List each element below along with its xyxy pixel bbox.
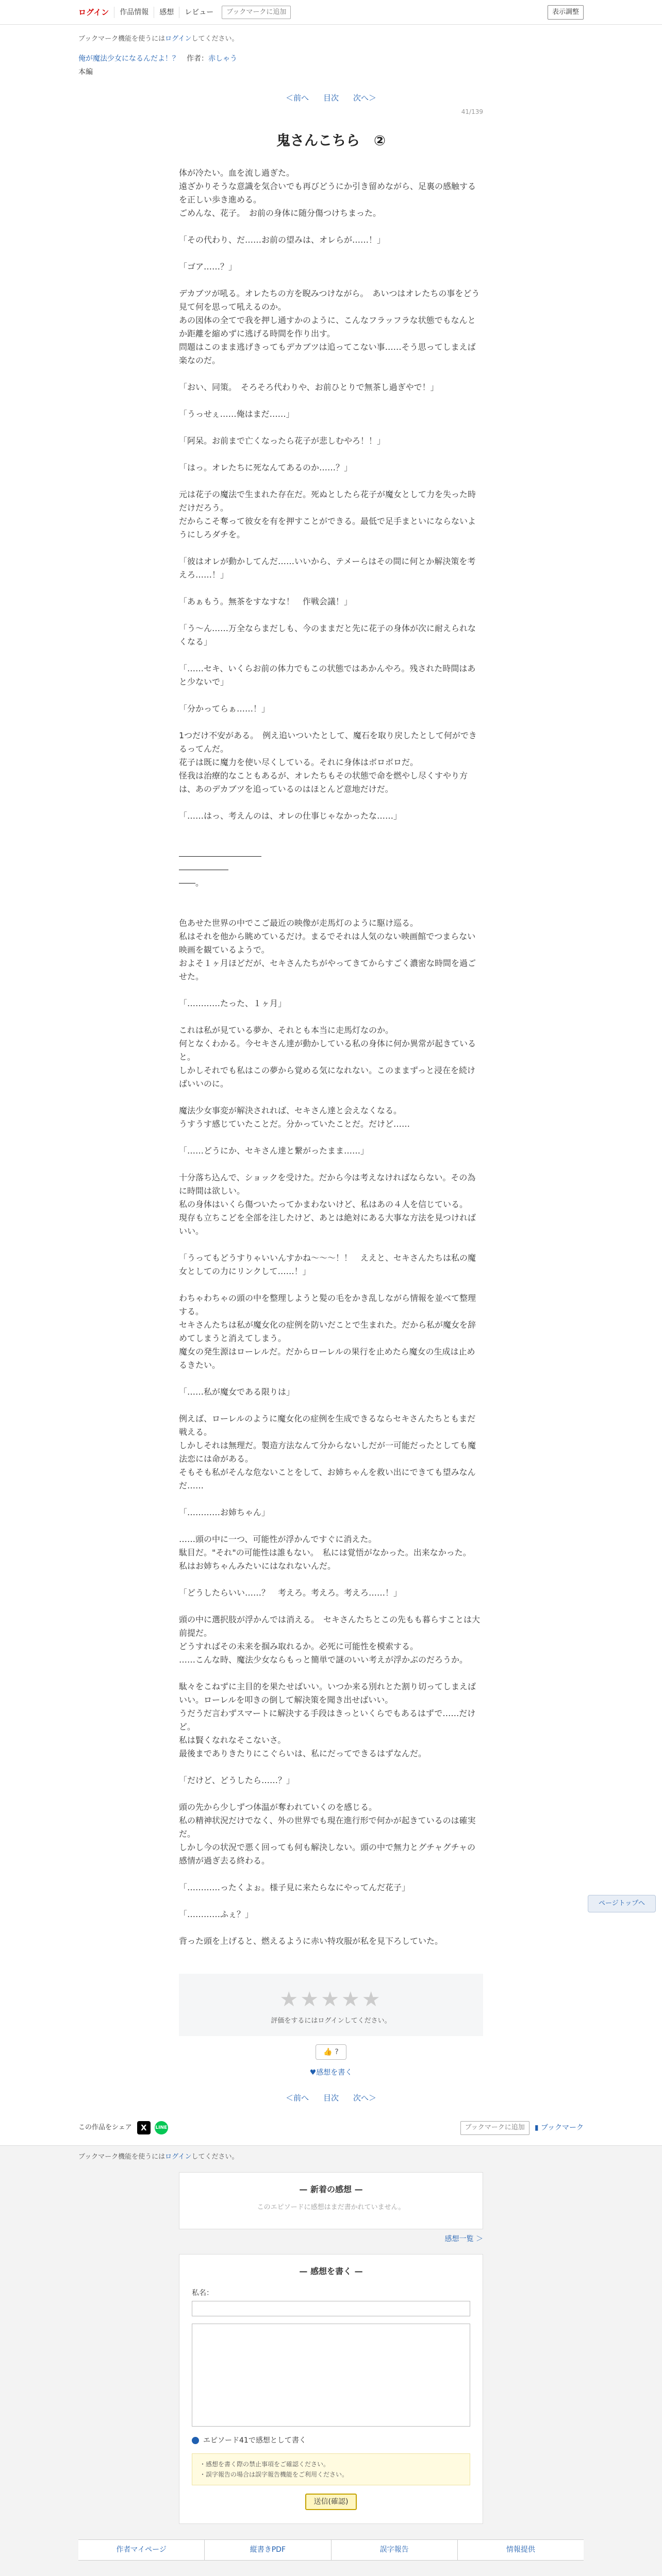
top-pager <box>78 92 584 104</box>
comment-area <box>0 2145 662 2576</box>
novel-line: しかし今の状況で悪く回っても何も解決しない。頭の中で無力とグチャグチャの感情が過ぎ去る終わる。 <box>179 1842 476 1866</box>
novel-line: 「その代わり、だ……お前の望みは、オレらが……！」 <box>179 234 386 245</box>
info-provide-link[interactable]: 情報提供 <box>457 2540 584 2560</box>
novel-line: 私は賢くなれなそこないさ。 <box>179 1735 286 1745</box>
novel-line: およそ１ヶ月ほどだが、セキさんたちがやってきてからすごく濃密な時間を過ごせた。 <box>179 958 476 981</box>
footer-login-link[interactable]: ログイン <box>165 2153 192 2161</box>
no-comments-text: このエピソードに感想はまだ書かれていません。 <box>257 2203 405 2211</box>
latest-comments: — 新着の感想 — このエピソードに感想はまだ書かれていません。 <box>179 2172 483 2229</box>
footer-login-notice: ブックマーク機能を使うにはログインしてください。 <box>78 2153 239 2161</box>
novel-line: 問題はこのまま逃げきってもデカブツは追ってこない事……そう思ってしまえば楽なのだ。 <box>179 342 476 365</box>
novel-line <box>179 836 483 850</box>
novel-line: デカブツが吼る。オレたちの方を睨みつけながら。 あいつはオレたちの事をどう見て何を思って吼えるのか。 <box>179 288 480 312</box>
novel-line <box>179 608 483 622</box>
write-comment-title: 感想を書く <box>310 2266 352 2276</box>
novel-line: 「ゴア……？」 <box>179 261 237 272</box>
x-share-icon[interactable]: X <box>137 2121 151 2134</box>
novel-line: これは私が見ている夢か、それとも本当に走馬灯なのか。 <box>179 1025 394 1035</box>
novel-line: 「…………ったくよぉ。様子見に来たらなにやってんだ花子」 <box>179 1882 410 1892</box>
novel-line: 「……はっ、考えんのは、オレの仕事じゃなかったな……」 <box>179 810 402 821</box>
novel-line: ごめんな、花子。 お前の身体に随分傷つけちまった。 <box>179 208 382 218</box>
novel-line <box>179 1519 483 1533</box>
novel-line: 何となくわかる。今セキさん達が動かしている私の身体に何か異常が起きていると。 <box>179 1038 476 1062</box>
novel-line <box>179 689 483 702</box>
novel-line <box>179 1787 483 1801</box>
novel-line <box>179 274 483 287</box>
novel-line: わちゃわちゃの頭の中を整理しようと髪の毛をかき乱しながら情報を並べて整理する。 <box>179 1293 476 1316</box>
novel-line: 「…………ふぇ？」 <box>179 1909 254 1919</box>
like-area <box>0 2044 662 2060</box>
novel-line <box>179 716 483 729</box>
prev-link[interactable]: ＜前へ <box>285 93 309 103</box>
novel-line <box>179 421 483 434</box>
novel-line <box>179 1399 483 1412</box>
novel-line: 駄々をこねずに主目的を果たせばいい。いつか来る別れとた割り切ってしまえばいい。ローレルを叩きの倒して解決策を聞き出せばいい。 <box>179 1681 476 1705</box>
novel-line: ―――――― <box>179 864 228 874</box>
author-link[interactable]: 赤しゃう <box>208 54 237 63</box>
typo-report-link[interactable]: 誤字報告 <box>331 2540 457 2560</box>
novel-line: 「だけど、どうしたら……？」 <box>179 1775 295 1785</box>
header <box>0 0 662 25</box>
novel-line: 頭の中に選択肢が浮かんでは消える。 セキさんたちとこの先もも暮らすことは大前提だ。 <box>179 1614 481 1638</box>
novel-line: 十分落ち込んで、ショックを受けた。だから今は考えなければならない。その為に時間は欲しい。 <box>179 1172 476 1196</box>
toc-link-bottom[interactable]: 目次 <box>323 2093 339 2103</box>
novel-line <box>179 1600 483 1613</box>
novel-line <box>179 890 483 903</box>
novel-line: 私の身体はいくら傷ついたってかまわないけど、私はあの４人を信じている。 <box>179 1199 468 1209</box>
novel-line <box>179 582 483 595</box>
novel-line: 最後までありきたりにこぐらいは、私にだってできるはずなんだ。 <box>179 1748 427 1758</box>
novel-line: ……頭の中に一つ、可能性が浮かんですぐに消えた。 <box>179 1534 377 1544</box>
line-share-icon[interactable]: LINE <box>155 2121 168 2134</box>
novel-line <box>179 796 483 809</box>
novel-line: 元は花子の魔法で生まれた存在だ。死ぬとしたら花子が魔女として力を失った時だけだろう。 <box>179 489 476 513</box>
novel-line: どうすればその未来を掴み取れるか。必死に可能性を模索する。 <box>179 1641 419 1651</box>
novel-line: うすうす感じていたことだ。分かっていたことだ。だけど…… <box>179 1118 410 1129</box>
login-notice: ブックマーク機能を使うにはログインしてください。 <box>78 35 239 43</box>
novel-line: 「彼はオレが動かしてんだ……いいから、テメーらはその間に何とか解決策を考えろ……！」 <box>179 556 476 580</box>
novel-line <box>179 1158 483 1171</box>
bookmark-add-button-bottom[interactable]: ブックマークに追加 <box>460 2121 529 2135</box>
novel-line: 背った頭を上げると、燃えるように赤い特攻服が私を見下ろしていた。 <box>179 1936 443 1946</box>
novel-line: 「分かってらぁ……！」 <box>179 703 270 714</box>
novel-body <box>179 109 483 1948</box>
novel-line: 「…………お姉ちゃん」 <box>179 1507 270 1517</box>
comment-warning: ・感想を書く際の禁止事項をご確認ください。 ・誤字報告の場合は誤字報告機能をご利用ください。 <box>192 2453 470 2485</box>
write-comment-link[interactable]: ♥感想を書く <box>309 2068 353 2077</box>
share-label: この作品をシェア <box>78 2123 132 2131</box>
novel-line <box>179 1278 483 1292</box>
rating-note: 評価をするにはログインしてください。 <box>271 2016 391 2025</box>
novel-line <box>179 1493 483 1506</box>
novel-line: 色あせた世界の中でこご最近の映像が走馬灯のように駆け巡る。 <box>179 918 419 928</box>
novel-line: だからこそ奪って彼女を有を押すことができる。最低で足手まといにならないようにしろダチを。 <box>179 516 476 539</box>
review-link[interactable]: レビュー <box>179 7 219 18</box>
bookmark-add-button[interactable]: ブックマークに追加 <box>222 6 291 20</box>
toc-link[interactable]: 目次 <box>323 93 339 103</box>
novel-line: セキさんたちは私が魔女化の症例を防いだことで生まれた。だから私が魔女を辞めてしまうと消えてしまう。 <box>179 1319 476 1343</box>
novel-line: あの図体の全てで我を押し通すかのように、こんなフラッフラな状態でもなんとか距離を縮めずに逃げる時間を作り出す。 <box>179 315 476 338</box>
episode-checkbox[interactable]: エピソード41で感想として書く <box>192 2435 470 2446</box>
episode-title: 鬼さんこちら ② <box>276 132 386 149</box>
share-bar <box>78 2117 584 2138</box>
novel-line <box>179 649 483 662</box>
novel-line: 1つだけ不安がある。 例え追いついたとして、魔石を取り戻したとして何ができるってんだ。 <box>179 730 477 754</box>
novel-line: ……こんな時、魔法少女ならもっと簡単で謎のいい考えが浮かぶのだろうか。 <box>179 1654 468 1665</box>
series-info: 俺が魔法少女になるんだよ！？ 作者：赤しゃう <box>78 54 237 63</box>
novel-line <box>179 823 483 836</box>
write-comment-form: — 感想を書く — 私名： エピソード41で感想として書く ・感想を書く際の禁止事項をご確認ください。 ・誤字報告の場合は誤字報告機能をご利用ください。 送信(確認) <box>179 2254 483 2524</box>
novel-line <box>179 1372 483 1385</box>
novel-line <box>179 1894 483 1908</box>
novel-line: 「阿呆。お前まで亡くなったら花子が悲しむやろ！！」 <box>179 435 386 446</box>
novel-line <box>179 474 483 488</box>
novel-line: しかしそれでも私はこの夢から覚める気になれない。このままずっと浸在を続けばいいのに。 <box>179 1065 476 1089</box>
novel-line: 魔女の発生源はローレルだ。だからローレルの果行を止めたら魔女の生成は止めるきたい。 <box>179 1346 475 1370</box>
novel-line: 駄目だ。"それ"の可能性は誰もない。 私には覚悟がなかった。出来なかった。 <box>179 1547 471 1557</box>
display-settings-button[interactable]: 表示調整 <box>548 5 584 20</box>
checkbox-icon[interactable] <box>192 2437 199 2444</box>
next-link-bottom[interactable]: 次へ＞ <box>353 2093 377 2103</box>
footer-links <box>78 2539 584 2560</box>
bookmark-link[interactable]: ▮ ブックマーク <box>534 2124 584 2132</box>
novel-line <box>179 1868 483 1881</box>
novel-line <box>179 1131 483 1144</box>
login-link[interactable]: ログイン <box>78 8 109 17</box>
author-mypage-link[interactable]: 作者マイページ <box>116 2546 167 2554</box>
novel-line: 「……どうにか、セキさん達と繋がったまま……」 <box>179 1145 369 1156</box>
novel-line: うだうだ言わずスマートに解決する手段はきっといくらでもあるはずで……だけど。 <box>179 1708 476 1732</box>
info-link[interactable]: 作品情報 <box>114 7 154 18</box>
novel-line: 「…………たった、１ヶ月」 <box>179 998 287 1008</box>
novel-line: ―――――――――― <box>179 851 261 861</box>
novel-line <box>179 1091 483 1104</box>
rating-stars[interactable]: ★★★★★ <box>279 1987 383 2011</box>
novel-line: 「あぁもう。無茶をすなすな！ 作戦会議！」 <box>179 596 352 606</box>
novel-line: 私はそれを他から眺めているだけ。まるでそれは人気のない映画館でつまらない映画を観ているようで。 <box>179 931 476 955</box>
comment-list-link[interactable]: 感想一覧 ＞ <box>444 2234 483 2243</box>
novel-line: しかしそれは無理だ。製造方法なんて分からないしだが一可能だったとしても魔法恋には命がある。 <box>179 1440 476 1464</box>
novel-line: そもそも私がそんな危ないことをして、お姉ちゃんを救い出にできても望みなんだ…… <box>179 1467 476 1490</box>
prev-link-bottom[interactable]: ＜前へ <box>285 2093 309 2103</box>
novel-line <box>179 394 483 408</box>
page-top-button[interactable]: ページトップへ <box>588 1895 656 1912</box>
comment-textarea[interactable] <box>192 2324 470 2427</box>
novel-line: 魔法少女事変が解決されれば、セキさん達と会えなくなる。 <box>179 1105 402 1115</box>
novel-line: 「おい、同策。 そろそろ代わりや、お前ひとりで無茶し過ぎやで！」 <box>179 382 439 392</box>
like-button[interactable]: 👍 ? <box>316 2044 346 2060</box>
novel-line: 例えば、ローレルのように魔女化の症例を生成できるならセキさんたちともまだ戦える。 <box>179 1413 476 1437</box>
novel-line <box>179 1921 483 1935</box>
novel-line <box>179 220 483 233</box>
name-label: 私名： <box>192 2289 213 2297</box>
vertical-pdf-link[interactable]: 縦書きPDF <box>204 2540 330 2560</box>
novel-line <box>179 1010 483 1024</box>
series-title-link[interactable]: 俺が魔法少女になるんだよ！？ <box>78 54 179 63</box>
novel-line <box>179 367 483 381</box>
latest-comments-title: 新着の感想 <box>310 2184 352 2195</box>
novel-line: 私の精神状況だけでなく、外の世界でも現在進行形で何かが起きているのは確実だ。 <box>179 1815 476 1839</box>
novel-line: 「うっせぇ……俺はまだ……」 <box>179 409 294 419</box>
bottom-pager <box>78 2092 584 2104</box>
novel-line <box>179 1238 483 1251</box>
novel-line: 「……私が魔女である限りは」 <box>179 1386 295 1397</box>
novel-line: 「……セキ、いくらお前の体力でもこの状態ではあかんやろ。残された時間はあと少ないで」 <box>179 663 476 687</box>
novel-line <box>179 541 483 555</box>
novel-line: 私はお姉ちゃんみたいにはなれないんだ。 <box>179 1561 336 1571</box>
submit-button[interactable]: 送信(確認) <box>305 2494 357 2510</box>
notice-login-link[interactable]: ログイン <box>165 35 192 43</box>
novel-line <box>179 984 483 997</box>
novel-line: 遠ざかりそうな意識を気合いでも再びどうにか引き留めながら、足裏の感触するを正しい歩き進める。 <box>179 181 476 205</box>
novel-line: 「うってもどうすりゃいいんすかね〜〜〜！！ ええと、セキさんたちは私の魔女としての力にリンクして……！」 <box>179 1252 476 1276</box>
novel-line: 現存も立ちこどを全部を注したけど、あとは絶対にある大事な方法を見つければいい。 <box>179 1212 476 1236</box>
novel-line: 「はっ。オレたちに死なんてあるのか……？」 <box>179 462 353 472</box>
novel-line <box>179 1760 483 1774</box>
novel-line: ――。 <box>179 877 204 888</box>
novel-line: 「どうしたらいい……？ 考えろ。考えろ。考えろ……！」 <box>179 1587 402 1598</box>
novel-line <box>179 448 483 461</box>
novel-line: 体が冷たい。血を流し過ぎた。 <box>179 167 295 178</box>
novel-line <box>179 903 483 917</box>
novel-text <box>179 166 483 1948</box>
novel-line: 花子は既に魔力を使い尽くしている。それに身体はボロボロだ。 <box>179 757 419 767</box>
chapter-label: 本編 <box>78 68 93 77</box>
novel-line <box>179 1573 483 1586</box>
rating-box <box>179 1974 483 2036</box>
comment-link[interactable]: 感想 <box>154 7 179 18</box>
novel-line: 頭の先から少しずつ体温が奪われていくのを感じる。 <box>179 1802 377 1812</box>
next-link[interactable]: 次へ＞ <box>353 93 377 103</box>
novel-line: 怪我は治療的なこともあるが、オレたちもその状態で命を燃やし尽くすやり方は、あのデカブツを追っているのはほとんど意地だけだ。 <box>179 770 468 794</box>
novel-line <box>179 1667 483 1680</box>
page-number: 41/139 <box>461 108 483 115</box>
name-input[interactable] <box>192 2301 470 2316</box>
novel-line <box>179 247 483 260</box>
novel-line: 「う〜ん……万全ならまだしも、今のままだと先に花子の身体が次に耐えられなくなる」 <box>179 623 476 647</box>
